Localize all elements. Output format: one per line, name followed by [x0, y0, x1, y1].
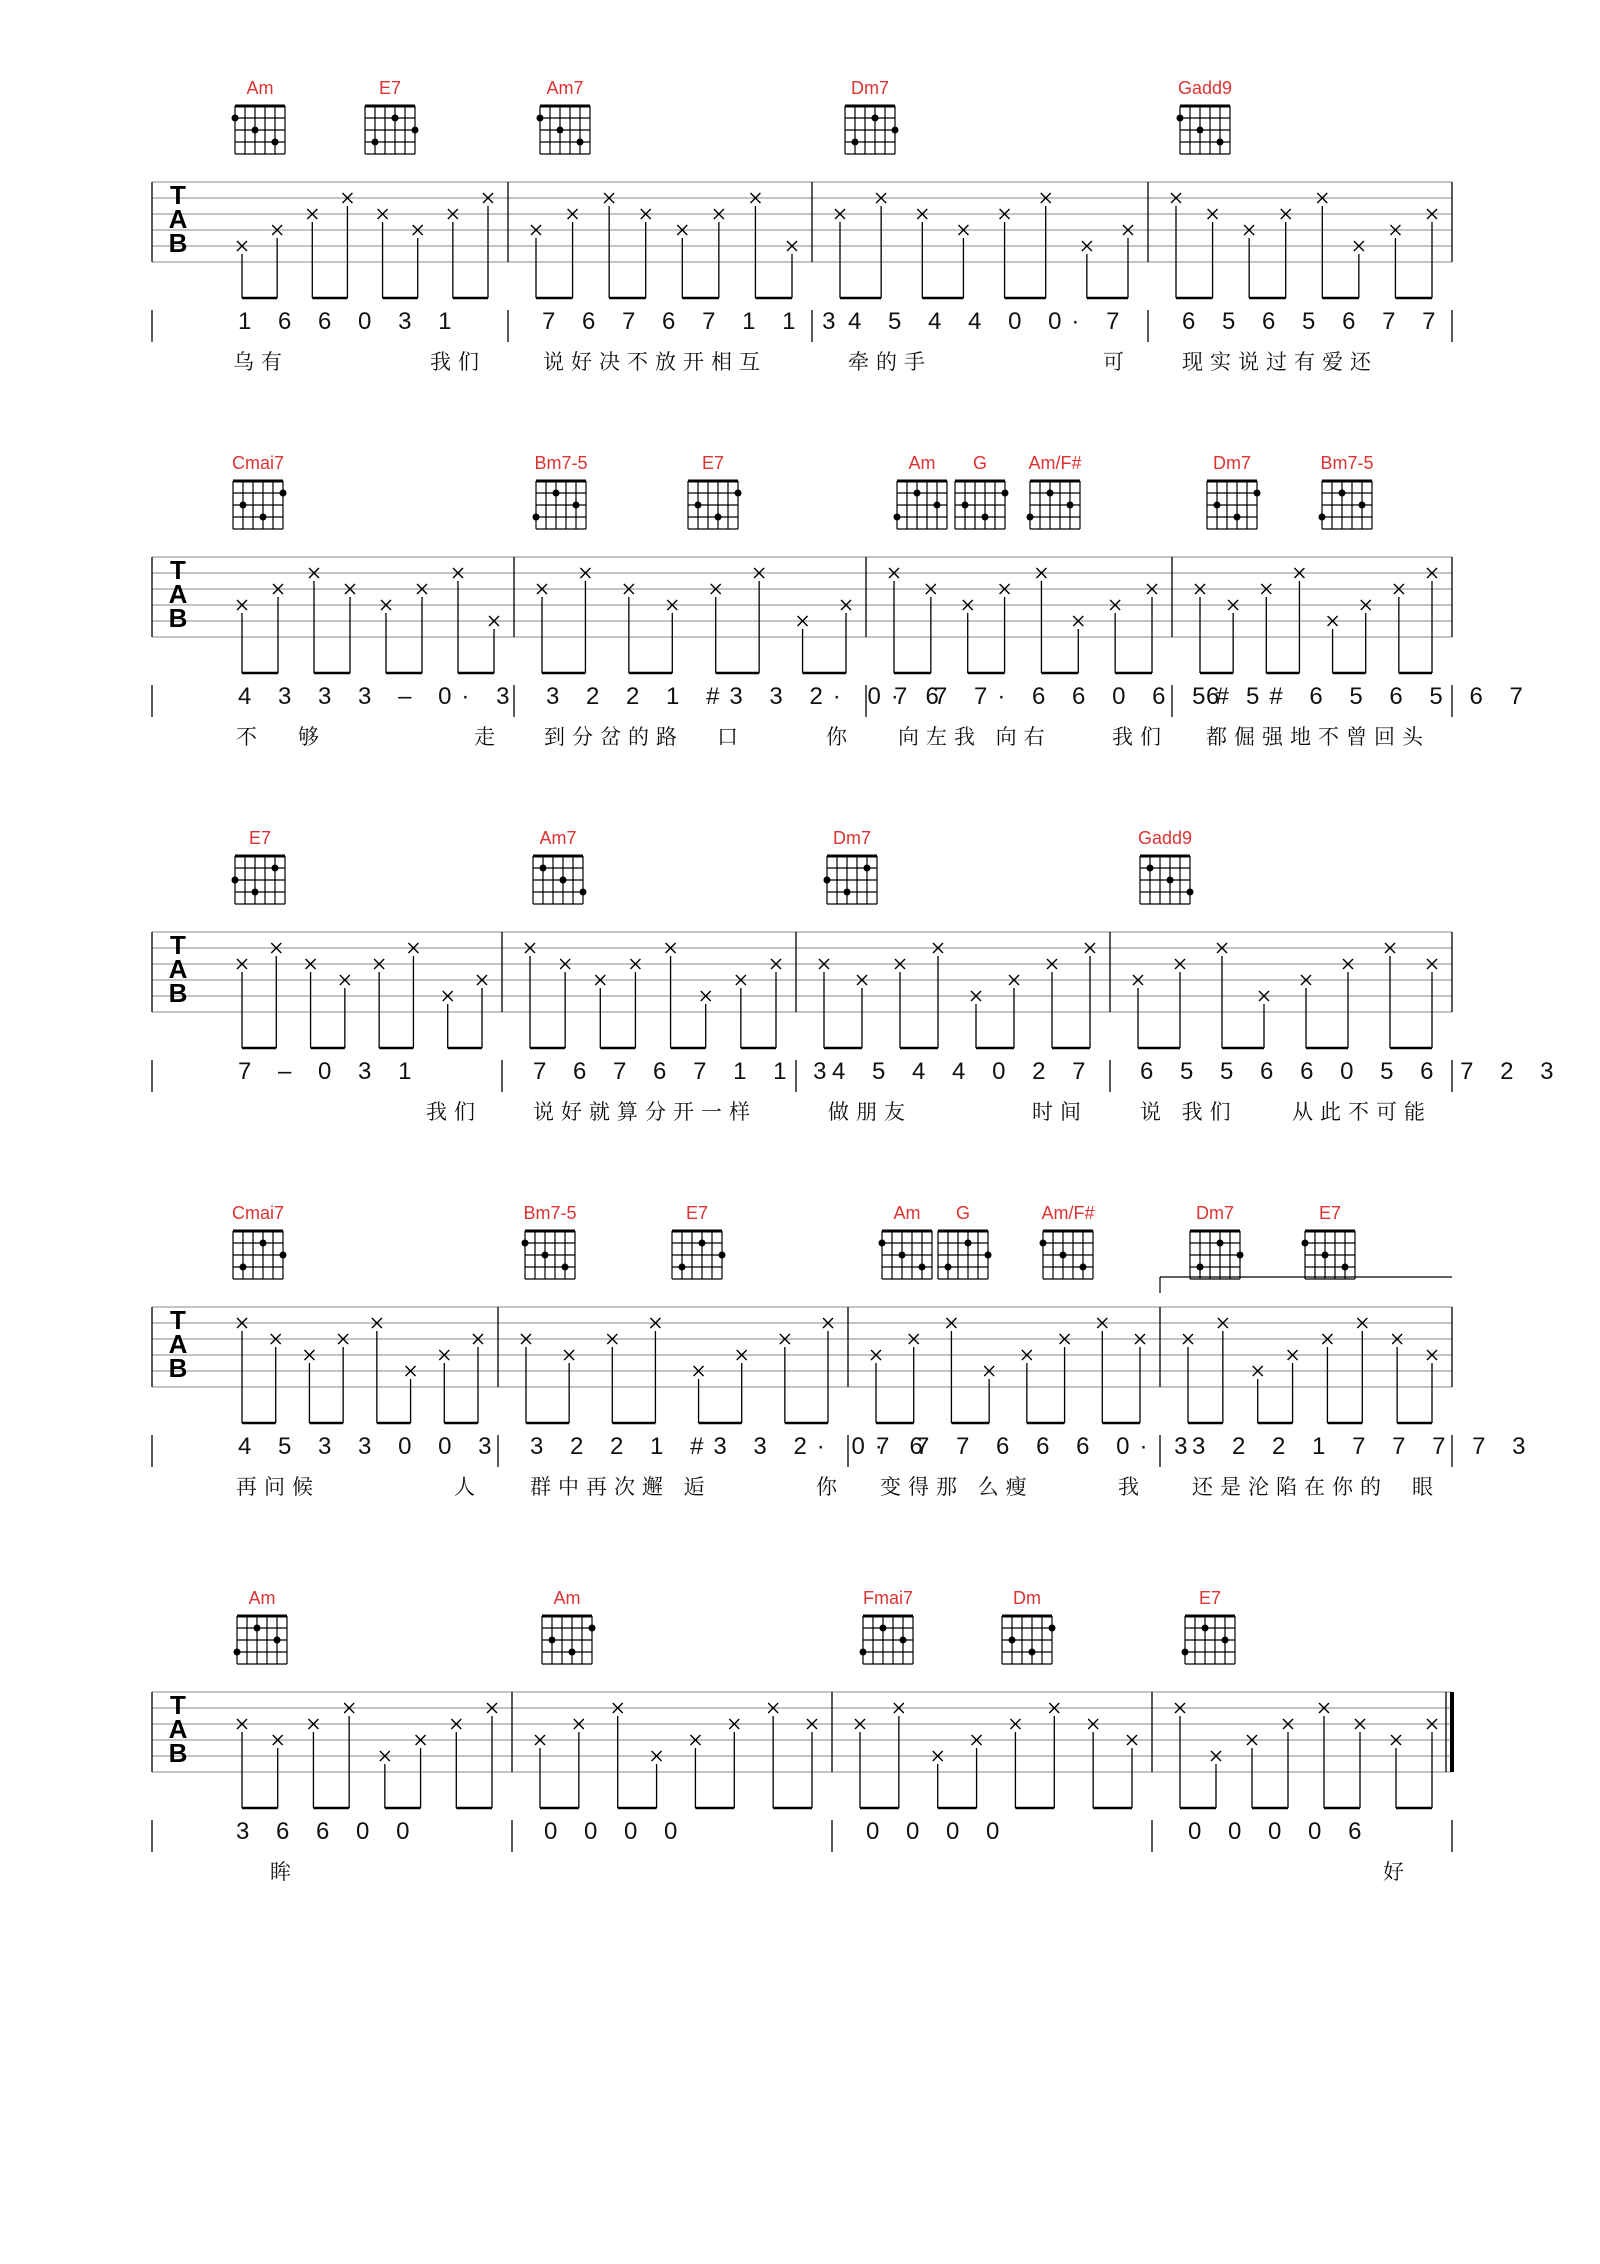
chord-diagram-icon: [845, 106, 899, 154]
tab-note: [237, 959, 247, 1048]
svg-text:T: T: [170, 1690, 186, 1720]
tab-note: [1195, 584, 1205, 673]
chord-name: Gadd9: [1137, 828, 1193, 848]
tab-note: [314, 584, 355, 673]
tab-note: [1138, 959, 1185, 1048]
tab-note: [448, 209, 458, 298]
tab-note: [380, 1751, 390, 1808]
lyric-text: 时间: [1032, 1100, 1088, 1124]
chord-name: E7: [685, 1203, 709, 1223]
chord-diagram-icon: [1319, 481, 1373, 529]
svg-text:A: A: [168, 1714, 188, 1744]
tab-note: [695, 1719, 739, 1808]
tab-note: [308, 1719, 318, 1808]
lyric-text: 做朋友: [828, 1100, 912, 1124]
chord-name: Bm7-5: [1320, 453, 1374, 473]
lyric-text: 够: [298, 725, 326, 749]
jianpu-measure: 0 0 0 0: [544, 1818, 688, 1845]
tab-clef: [169, 555, 188, 633]
chord-diagram-icon: [860, 1616, 914, 1664]
lyric-text: 乌有: [233, 350, 289, 374]
chord-diagram-icon: [232, 106, 286, 154]
lyric-text: 我: [1118, 1475, 1146, 1499]
chord-diagram-icon: [233, 1231, 287, 1279]
tab-note: [755, 241, 797, 298]
svg-text:A: A: [168, 579, 188, 609]
tab-note: [377, 1366, 416, 1423]
tab-note: [895, 959, 905, 1048]
tab-note: [1322, 241, 1364, 298]
jianpu-measure: 0 0 0 0 6: [1188, 1818, 1372, 1845]
chord-name: Dm7: [1195, 1203, 1235, 1223]
chord-name: Dm7: [832, 828, 872, 848]
tab-system: [0, 70, 1600, 400]
tab-note: [237, 241, 247, 298]
tab-note: [855, 1719, 865, 1808]
tab-note: [540, 1719, 584, 1808]
tab-note: [1047, 959, 1057, 1048]
tab-system: [0, 820, 1600, 1150]
lyric-text: 还是沦陷在你的: [1192, 1475, 1388, 1499]
tab-note: [876, 1334, 919, 1423]
chord-diagram-icon: [1177, 106, 1231, 154]
chord-name: Am: [893, 1203, 921, 1223]
svg-text:B: B: [168, 1738, 188, 1768]
lyric-text: 走: [474, 725, 502, 749]
chord-diagram-icon: [233, 481, 287, 529]
jianpu-measure: 4 5 3 3 0 0 3: [238, 1433, 502, 1460]
tab-note: [618, 1751, 662, 1808]
tab-note: [1253, 1366, 1263, 1423]
tab-note: [917, 209, 927, 298]
tab-note: [537, 584, 547, 673]
chord-name: Am: [246, 78, 274, 98]
tab-note: [1249, 209, 1291, 298]
chord-diagram-icon: [232, 856, 286, 904]
tab-note: [682, 209, 724, 298]
chord-diagram-icon: [1182, 1616, 1236, 1664]
jianpu-measure: 4 5 4 4 0 0· 7: [848, 308, 1130, 335]
lyric-text: 牵的手: [848, 350, 932, 374]
tab-note: [607, 1334, 617, 1423]
chord-name: Am7: [546, 78, 584, 98]
tab-note: [1102, 1334, 1145, 1423]
lyric-text: 我们: [1112, 725, 1168, 749]
chord-diagram-icon: [533, 481, 587, 529]
lyric-text: 人: [454, 1475, 482, 1499]
tab-note: [1222, 991, 1269, 1048]
jianpu-measure: 1 6 6 0 3 1: [238, 308, 462, 335]
chord-diagram-icon: [522, 1231, 576, 1279]
tab-note: [242, 1334, 281, 1423]
chord-name: Dm: [1013, 1588, 1041, 1608]
tab-note: [1394, 584, 1404, 673]
jianpu-measure: 6 5 5 6 6 0 5 6 7 2 3: [1140, 1058, 1564, 1085]
jianpu-measure: 7 7 7 6 6 6 0· 3: [876, 1433, 1198, 1460]
lyric-text: 再问候: [236, 1475, 320, 1499]
tab-note: [444, 1334, 483, 1423]
tab-note: [671, 991, 711, 1048]
tab-note: [237, 1719, 247, 1808]
tab-note: [773, 1719, 817, 1808]
tab-note: [711, 584, 721, 673]
tab-system: [0, 1580, 1600, 1910]
tab-note: [306, 959, 316, 1048]
lyric-text: 你: [816, 1475, 844, 1499]
jianpu-measure: 7 6 7 6 7 1 1 3: [533, 1058, 837, 1085]
tab-note: [819, 959, 829, 1048]
chord-diagram-icon: [938, 1231, 992, 1279]
tab-note: [951, 1366, 994, 1423]
tab-note: [374, 959, 384, 1048]
jianpu-measure: 3 6 6 0 0: [236, 1818, 420, 1845]
lyric-text: 从此不可能: [1292, 1100, 1432, 1124]
chord-name: E7: [701, 453, 725, 473]
tab-note: [536, 209, 578, 298]
chord-diagram-icon: [1040, 1231, 1094, 1279]
svg-text:B: B: [168, 228, 188, 258]
chord-name: Cmai7: [231, 1203, 285, 1223]
tab-note: [1010, 1719, 1020, 1808]
svg-text:A: A: [168, 204, 188, 234]
chord-name: E7: [248, 828, 272, 848]
tab-note: [835, 209, 845, 298]
lyric-text: 现实说过有爱还: [1182, 350, 1378, 374]
jianpu-measure: 6 5# 6 5 6 5 6 7: [1206, 683, 1533, 710]
tab-clef: [169, 1305, 188, 1383]
chord-name: Am/F#: [1028, 453, 1082, 473]
chord-diagram-icon: [955, 481, 1009, 529]
chord-name: Am7: [539, 828, 577, 848]
chord-diagram-icon: [1027, 481, 1081, 529]
chord-name: Bm7-5: [523, 1203, 577, 1223]
tab-clef: [169, 180, 188, 258]
tab-note: [309, 1334, 348, 1423]
chord-name: Fmai7: [862, 1588, 914, 1608]
chord-diagram-icon: [234, 1616, 288, 1664]
jianpu-measure: 3 2 2 1 #3 3 2· 0· 6: [546, 683, 949, 710]
svg-text:B: B: [168, 978, 188, 1008]
chord-name: E7: [378, 78, 402, 98]
chord-diagram-icon: [672, 1231, 726, 1279]
tab-note: [307, 209, 317, 298]
tab-note: [521, 1334, 531, 1423]
tab-note: [971, 991, 981, 1048]
lyric-text: 好: [1383, 1860, 1411, 1884]
chord-diagram-icon: [688, 481, 742, 529]
tab-note: [1392, 1334, 1402, 1423]
chord-diagram-icon: [1190, 1231, 1244, 1279]
tab-clef: [169, 1690, 188, 1768]
lyric-text: 不: [236, 725, 264, 749]
lyric-text: 你: [826, 725, 854, 749]
jianpu-measure: 3 2 2 1 #3 3 2· 0· 6: [530, 1433, 933, 1460]
jianpu-measure: 4 5 4 4 0 2 7: [832, 1058, 1096, 1085]
tab-note: [1396, 1719, 1437, 1808]
chord-name: G: [972, 453, 988, 473]
tab-note: [780, 1334, 790, 1423]
lyric-text: 变得那 么瘦: [880, 1475, 1034, 1499]
chord-diagram-icon: [533, 856, 587, 904]
jianpu-measure: 3 2 2 1 7 7 7 7 3: [1192, 1433, 1536, 1460]
tab-note: [609, 209, 651, 298]
tab-note: [1115, 584, 1157, 673]
tab-clef: [169, 930, 188, 1008]
lyric-text: 到分岔的路: [544, 725, 684, 749]
svg-text:B: B: [168, 1353, 188, 1383]
chord-name: Am/F#: [1041, 1203, 1095, 1223]
chord-name: Am: [553, 1588, 581, 1608]
tab-note: [1082, 241, 1092, 298]
chord-diagram-icon: [537, 106, 591, 154]
tab-note: [1183, 1334, 1193, 1423]
tab-note: [1390, 959, 1437, 1048]
svg-text:A: A: [168, 1329, 188, 1359]
chord-diagram-icon: [824, 856, 878, 904]
chord-diagram-icon: [365, 106, 419, 154]
chord-diagram-icon: [1302, 1231, 1356, 1279]
lyric-text: 可: [1103, 350, 1131, 374]
lyric-text: 说好决不放开相互: [543, 350, 767, 374]
chord-name: Bm7-5: [534, 453, 588, 473]
lyric-text: 眼: [1412, 1475, 1440, 1499]
chord-diagram-icon: [1140, 856, 1194, 904]
svg-text:A: A: [168, 954, 188, 984]
chord-diagram-icon: [1207, 481, 1261, 529]
tab-note: [1252, 1719, 1293, 1808]
chord-name: Dm7: [1212, 453, 1252, 473]
tab-staff-graphics: [0, 1580, 1600, 1910]
jianpu-measure: 7 6 7 6 7 1 1 3: [542, 308, 846, 335]
chord-diagram-icon: [542, 1616, 596, 1664]
jianpu-measure: 4 3 3 3 – 0· 3: [238, 683, 520, 710]
chord-name: Dm7: [850, 78, 890, 98]
chord-name: G: [955, 1203, 971, 1223]
lyric-text: 眸: [270, 1860, 298, 1884]
tab-note: [1000, 209, 1010, 298]
tab-note: [894, 584, 936, 673]
lyric-text: 我们: [430, 350, 486, 374]
tab-note: [242, 584, 283, 673]
tab-note: [1306, 959, 1353, 1048]
tab-note: [968, 584, 1010, 673]
lyric-text: 我们: [426, 1100, 482, 1124]
tab-note: [1088, 1719, 1098, 1808]
tab-system: [0, 445, 1600, 775]
chord-diagram-icon: [879, 1231, 933, 1279]
tab-note: [443, 991, 453, 1048]
tab-note: [1027, 1334, 1070, 1423]
tab-note: [1324, 1719, 1365, 1808]
lyric-text: 说好就算分开一样: [533, 1100, 757, 1124]
chord-name: Am: [908, 453, 936, 473]
tab-note: [933, 1751, 943, 1808]
tab-note: [624, 584, 634, 673]
chord-name: E7: [1198, 1588, 1222, 1608]
svg-text:T: T: [170, 930, 186, 960]
lyric-text: 都倔强地不曾回头: [1206, 725, 1430, 749]
tab-note: [1176, 209, 1218, 298]
tab-note: [378, 209, 388, 298]
tab-note: [1041, 616, 1083, 673]
tab-note: [1328, 616, 1338, 673]
svg-text:T: T: [170, 555, 186, 585]
tab-note: [1395, 209, 1437, 298]
jianpu-measure: 7 7 7· 6 6 0 6 5#: [894, 683, 1239, 710]
tab-note: [694, 1366, 704, 1423]
lyric-text: 向左我 向右: [898, 725, 1052, 749]
chord-name: E7: [1318, 1203, 1342, 1223]
chord-diagram-icon: [894, 481, 948, 529]
tab-note: [386, 584, 427, 673]
tab-note: [741, 959, 781, 1048]
tab-note: [1322, 1334, 1332, 1423]
tab-note: [451, 1719, 461, 1808]
tab-note: [458, 616, 499, 673]
svg-text:T: T: [170, 180, 186, 210]
tab-note: [530, 959, 570, 1048]
svg-text:B: B: [168, 603, 188, 633]
jianpu-measure: 6 5 6 5 6 7 7: [1182, 308, 1446, 335]
lyric-text: 口: [717, 725, 745, 749]
chord-name: Gadd9: [1177, 78, 1233, 98]
chord-diagram-icon: [1002, 1616, 1056, 1664]
tab-note: [600, 959, 640, 1048]
chord-name: Cmai7: [231, 453, 285, 473]
jianpu-measure: 7 – 0 3 1: [238, 1058, 422, 1085]
tab-note: [798, 616, 808, 673]
jianpu-measure: 0 0 0 0: [866, 1818, 1010, 1845]
chord-name: Am: [248, 1588, 276, 1608]
lyric-text: 群中再次邂 逅: [530, 1475, 712, 1499]
tab-system: [0, 1195, 1600, 1525]
tab-note: [1180, 1751, 1221, 1808]
lyric-text: 说 我们: [1140, 1100, 1238, 1124]
tab-note: [1261, 584, 1271, 673]
svg-text:T: T: [170, 1305, 186, 1335]
